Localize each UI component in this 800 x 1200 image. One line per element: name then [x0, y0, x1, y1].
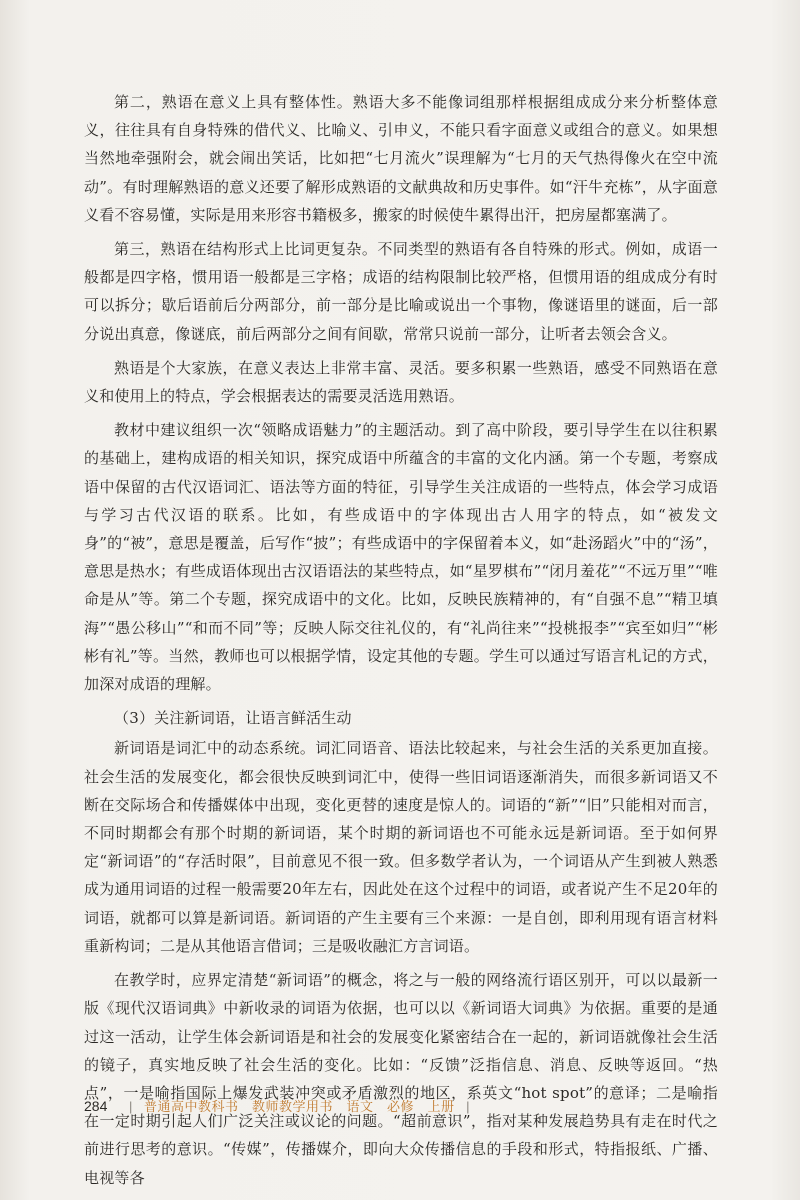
page-footer [84, 1097, 478, 1116]
paragraph-new-words: 新词语是词汇中的动态系统。词汇同语音、语法比较起来，与社会生活的关系更加直接。社会生活的发展变化，都会很快反映到词汇中，使得一些旧词语逐渐消失，而很多新词语又不断在交际场合和传播媒体中出现，变化更替的速度是惊人的。词语的“新”“旧”只能相对而言，不同时期都会有那个时期的新词语，某个时期的新词语也不可能永远是新词语。至于如何界定“新词语”的“存活时限”，目前意见不很一致。但多数学者认为，一个词语从产生到被人熟悉成为通用词语的过程一般需要20年左右，因此处在这个过程中的词语，或者说产生不足20年的词语，就都可以算是新词语。新词语的产生主要有三个来源：一是自创，即利用现有语言材料重新构词；二是从其他语言借词；三是吸收融汇方言词语。 [84, 739, 718, 955]
footer-end-separator: | [466, 1099, 470, 1114]
section-subheading: （3）关注新词语，让语言鲜活生动 [114, 709, 352, 728]
book-title: 普通高中教科书 教师教学用书 语文 必修 上册 [144, 1099, 455, 1114]
paragraph-teaching: 在教学时，应界定清楚“新词语”的概念，将之与一般的网络流行语区别开，可以以最新一版《现代汉语词典》中新收录的词语为依据，也可以以《新词语大词典》为依据。重要的是通过这一活动，让学生体会新词语是和社会的发展变化紧密结合在一起的，新词语就像社会生活的镜子，真实地反映了社会生活的变化。比如：“反馈”泛指信息、消息、反映等返回。“热点”，一是喻指国际上爆发武装冲突或矛盾激烈的地区，系英文“hot spot”的意译；二是喻指在一定时期引起人们广泛关注或议论的问题。“超前意识”，指对某种发展趋势具有走在时代之前进行思考的意识。“传媒”，传播媒介，即向大众传播信息的手段和形式，特指报纸、广播、电视等各 [84, 971, 718, 1187]
page-number: 284 [84, 1098, 108, 1114]
body-text [84, 88, 718, 1198]
paragraph-idiom-structure: 第三，熟语在结构形式上比词更复杂。不同类型的熟语有各自特殊的形式。例如，成语一般都是四字格，惯用语一般都是三字格；成语的结构限制比较严格，但惯用语的组成成分有时可以拆分；歇后语前后分两部分，前一部分是比喻或说出一个事物，像谜语里的谜面，后一部分说出真意，像谜底，前后两部分之间有间歇，常常只说前一部分，让听者去领会含义。 [84, 240, 718, 343]
paragraph-idiom-activity: 教材中建议组织一次“领略成语魅力”的主题活动。到了高中阶段，要引导学生在以往积累的基础上，建构成语的相关知识，探究成语中所蕴含的丰富的文化内涵。第一个专题，考察成语中保留的古代汉语词汇、语法等方面的特征，引导学生关注成语的一些特点，体会学习成语与学习古代汉语的联系。比如，有些成语中的字体现出古人用字的特点，如“被发文身”的“被”，意思是覆盖，后写作“披”；有些成语中的字保留着本义，如“赴汤蹈火”中的“汤”，意思是热水；有些成语体现出古汉语语法的某些特点，如“星罗棋布”“闭月羞花”“不远万里”“唯命是从”等。第二个专题，探究成语中的文化。比如，反映民族精神的，有“自强不息”“精卫填海”“愚公移山”“和而不同”等；反映人际交往礼仪的，有“礼尚往来”“投桃报李”“宾至如归”“彬彬有礼”等。当然，教师也可以根据学情，设定其他的专题。学生可以通过写语言札记的方式，加深对成语的理解。 [84, 421, 718, 694]
paragraph-idiom-meaning: 第二，熟语在意义上具有整体性。熟语大多不能像词组那样根据组成成分来分析整体意义，往往具有自身特殊的借代义、比喻义、引申义，不能只看字面意义或组合的意义。如果想当然地牵强附会，就会闹出笑话，比如把“七月流火”误理解为“七月的天气热得像火在空中流动”。有时理解熟语的意义还要了解形成熟语的文献典故和历史事件。如“汗牛充栋”，从字面意义看不容易懂，实际是用来形容书籍极多，搬家的时候使牛累得出汗，把房屋都塞满了。 [84, 93, 718, 224]
paragraph-idiom-family: 熟语是个大家族，在意义表达上非常丰富、灵活。要多积累一些熟语，感受不同熟语在意义和使用上的特点，学会根据表达的需要灵活选用熟语。 [84, 358, 718, 406]
footer-separator: | [128, 1099, 133, 1114]
